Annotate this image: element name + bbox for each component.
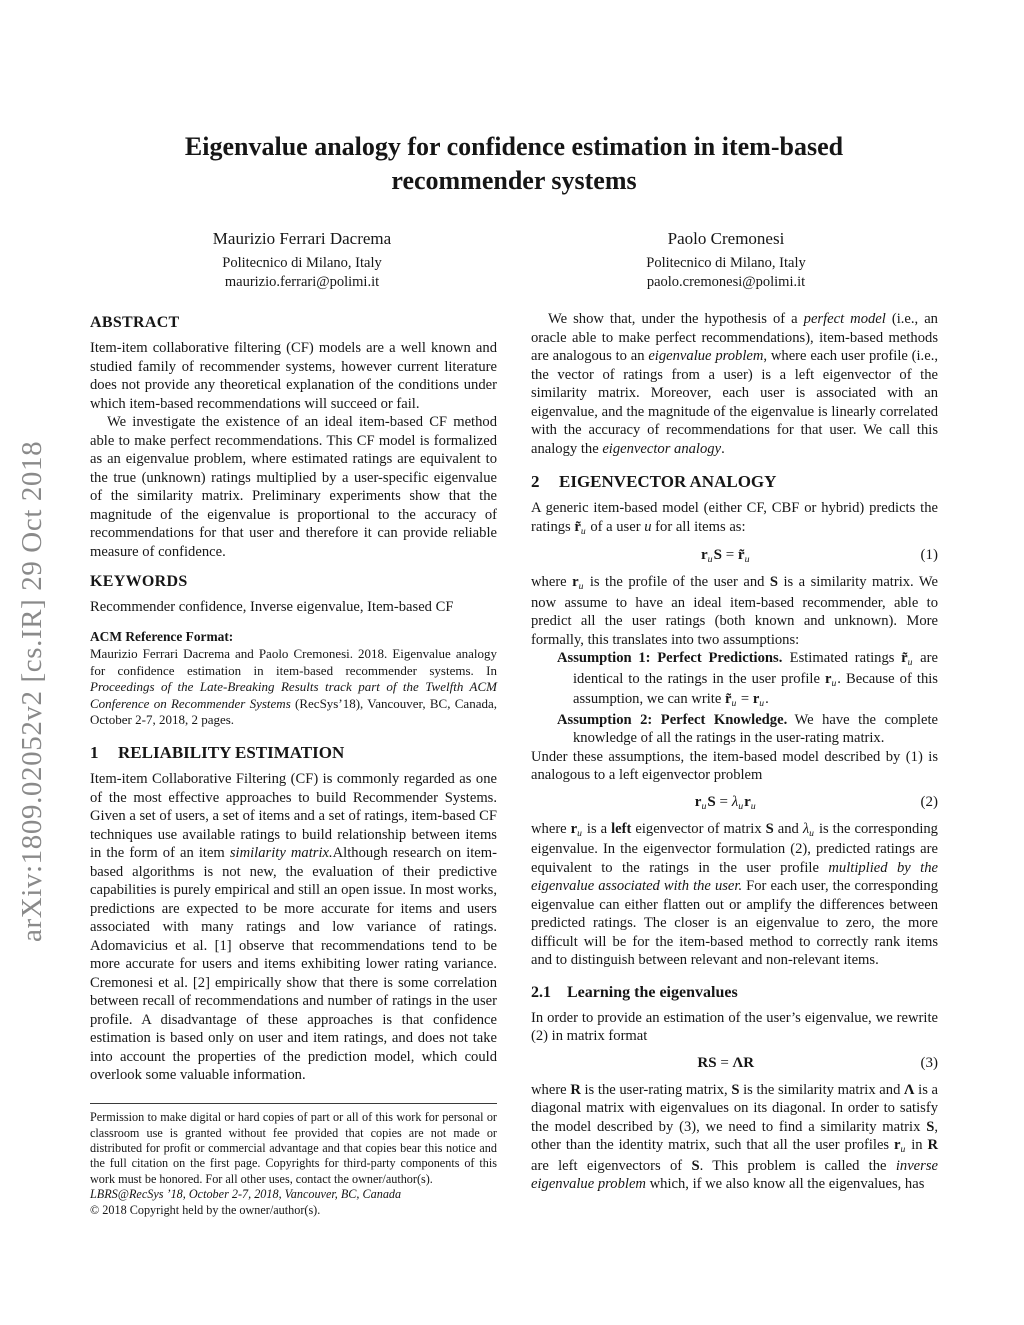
section-title: RELIABILITY ESTIMATION (118, 743, 345, 763)
footnote-venue: LBRS@RecSys ’18, October 2-7, 2018, Vancouver, BC, Canada (90, 1187, 402, 1202)
arxiv-watermark: arXiv:1809.02052v2 [cs.IR] 29 Oct 2018 (16, 440, 48, 942)
abstract-paragraph-2: We investigate the existence of an ideal item-based CF method able to make perfect recommendations. This CF model is formalized as an eigenvalue problem, where estimated ratings are equivalent to the true (unknown) ratings multiplied by a user-specific eigenvalue of the similarity matrix. Preliminary experiments show that the magnitude of the eigenvalue is proportional to the accuracy of recommendations for that user and therefore it can provide reliable measure of confidence. (90, 414, 497, 560)
section-1-paragraph: Item-item Collaborative Filtering (CF) is commonly regarded as one of the most effective approaches to build Recommender Systems. Given a set of users, a set of items and a set of ratings, item-based CF techniques use available ratings to build relationship between items in the form of an item similarity matrix.Although research on item-based algorithms is not new, the evaluation of their predictive capabilities is purely empirical and still an open issue. In most works, predictions are expected to be more accurate for items and users associated with many ratings and low variance of ratings. Adomavicius et al. [1] observe that recommendations tend to be more accurate for users and items exhibiting lower rating variance. Cremonesi et al. [2] empirically show that there is some correlation between recall of recommendations and number of ratings in the user profile. A disadvantage of these approaches is that confidence estimation is based only on user and item ratings, and does not take into account the properties of the prediction model, which could overlook some valuable information. (90, 771, 497, 1084)
section-1-heading (90, 743, 497, 763)
right-column (531, 310, 938, 1218)
section-2-heading (531, 472, 938, 492)
equation-1-formula: $r_uS$ = $r̃_u$ (700, 547, 750, 565)
acm-reference-heading: ACM Reference Format: (90, 628, 234, 644)
paper-content (90, 130, 938, 1218)
author-affiliation: Politecnico di Milano, Italy (646, 255, 806, 271)
abstract-paragraph-1: Item-item collaborative filtering (CF) models are a well known and studied family of recommender systems, however current literature does not provide any theoretical explanation of the conditions under which item-based recommendations will succeed or fail. (90, 340, 497, 412)
section-2-paragraph-3: Under these assumptions, the item-based model described by (1) is analogous to a left eigenvector problem (531, 748, 938, 783)
intro-continuation-paragraph: We show that, under the hypothesis of a perfect model (i.e., an oracle able to make perfect recommendations), item-based methods are analogous to an eigenvalue problem, where each user profile (i.e., the vector of ratings from a user) is a left eigenvector of the similarity matrix. Moreover, each user is associated with an eigenvalue, and the magnitude of the eigenvalue is linearly correlated with the accuracy of recommendations for that user. We call this analogy the eigenvector analogy. (531, 311, 938, 457)
section-2-paragraph-4: where $r_u$ is a left eigenvector of matrix S and $\lambda_u$ is the corresponding eigenvalue. In the eigenvector formulation (2), predicted ratings are equivalent to the ratings in the user profile multiplied by the eigenvalue associated with the user. For each user, the corresponding eigenvalue can either flatten out or amplify the differences between predicted ratings. The closer is an eigenvalue to zero, the more difficult will be for the item-based method to correctly rank items and to distinguish between relevant and non-relevant items. (531, 820, 938, 968)
section-2-1-heading (531, 984, 938, 1002)
equation-3 (531, 1055, 938, 1072)
equation-2 (531, 794, 938, 811)
acm-reference-text: Maurizio Ferrari Dacrema and Paolo Cremonesi. 2018. Eigenvalue analogy for confidence estimation in item-based recommender systems. In Proceedings of the Late-Breaking Results track part of the Twelfth ACM Conference on Recommender Systems (RecSys’18), Vancouver, BC, Canada, October 2-7, 2018, 2 pages. (90, 646, 497, 728)
section-number: 2.1 (531, 983, 551, 1001)
equation-3-formula: RS = ΛR (697, 1054, 755, 1071)
equation-3-number: (3) (920, 1054, 938, 1071)
author-block-1 (90, 228, 514, 292)
keywords-heading: KEYWORDS (90, 573, 188, 590)
author-affiliation: Politecnico di Milano, Italy (222, 255, 382, 271)
assumption-2: Assumption 2: Perfect Knowledge. We have the complete knowledge of all the ratings in the user-rating matrix. (557, 711, 938, 746)
section-2-1-paragraph-2: where R is the user-rating matrix, S is the similarity matrix and Λ is a diagonal matrix with eigenvalues on its diagonal. In order to satisfy the model described by (3), we need to find a similarity matrix S, other than the identity matrix, such that all the user profiles $r_u$ in R are left eigenvectors of S. This problem is called the inverse eigenvalue problem which, if we also know all the eigenvalues, has (531, 1081, 939, 1192)
author-row (90, 228, 938, 292)
equation-2-number: (2) (920, 793, 938, 810)
author-name: Maurizio Ferrari Dacrema (212, 229, 392, 248)
section-2-paragraph-2: where $r_u$ is the profile of the user and S is a similarity matrix. We now assume to have an ideal item-based recommender, able to predict all the user ratings (both known and unknown). More formally, this translates into two assumptions: (531, 574, 938, 648)
author-block-2 (514, 228, 938, 292)
left-column (90, 310, 497, 1218)
section-number: 2 (531, 472, 540, 491)
section-2-1-paragraph-1: In order to provide an estimation of the user’s eigenvalue, we rewrite (2) in matrix format (531, 1009, 938, 1044)
author-name: Paolo Cremonesi (667, 229, 785, 248)
section-title: EIGENVECTOR ANALOGY (559, 472, 777, 491)
equation-2-formula: $r_uS = \lambda_ur_u$ (694, 793, 756, 812)
footnote-permission: Permission to make digital or hard copies of part or all of this work for personal or classroom use is granted without fee provided that copies are not made or distributed for profit or commercial advantage and that copies bear this notice and the full citation on the first page. Copyrights for third-party components of this work must be honored. For all other uses, contact the owner/author(s). (90, 1110, 497, 1186)
section-number: 1 (90, 743, 99, 763)
equation-1 (531, 547, 938, 564)
footnote (90, 1103, 497, 1218)
assumption-1: Assumption 1: Perfect Predictions. Estimated ratings $r̃_u$ are identical to the ratings in the user profile $r_u$. Because of this assumption, we can write $r̃_u = r_u$. (557, 650, 938, 709)
footnote-copyright: © 2018 Copyright held by the owner/author(s). (90, 1202, 321, 1217)
equation-1-number: (1) (920, 547, 938, 563)
author-email: paolo.cremonesi@polimi.it (646, 274, 806, 290)
acm-reference-block (90, 629, 497, 730)
abstract-heading: ABSTRACT (90, 314, 180, 331)
author-email: maurizio.ferrari@polimi.it (224, 274, 380, 290)
two-column-body (90, 310, 938, 1218)
section-2-paragraph-1: A generic item-based model (either CF, CBF or hybrid) predicts the ratings $r̃_u$ of a user u for all items as: (531, 500, 938, 537)
keywords-text: Recommender confidence, Inverse eigenvalue, Item-based CF (90, 599, 454, 615)
section-title: Learning the eigenvalues (567, 983, 738, 1001)
page-title: Eigenvalue analogy for confidence estimation in item-based recommender systems (184, 132, 844, 195)
